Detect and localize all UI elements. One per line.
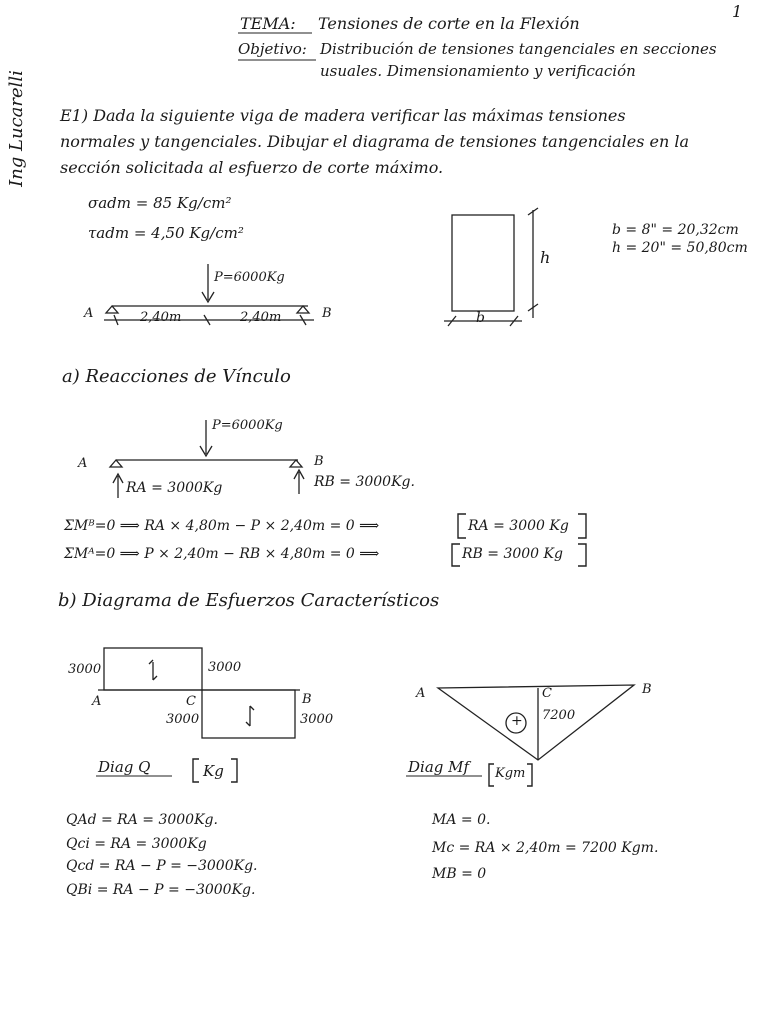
shear-value-mid-bottom: 3000 (166, 712, 200, 727)
beam-1-support-b: B (322, 306, 332, 321)
beam-1-span-right: 2,40m (240, 310, 282, 325)
moment-line-1: MA = 0. (432, 812, 491, 828)
shear-value-mid-top: 3000 (208, 660, 242, 675)
section-h-label: h (540, 248, 551, 267)
part-a-title: a) Reacciones de Vínculo (62, 366, 291, 387)
moment-point-a: A (416, 686, 426, 701)
equation-1: ΣMᴮ=0 ⟹ RA × 4,80m − P × 2,40m = 0 ⟹ (64, 518, 380, 534)
moment-max-value: 7200 (542, 708, 576, 723)
objetivo-line-2: usuales. Dimensionamiento y verificación (320, 62, 636, 80)
shear-point-c: C (186, 694, 196, 709)
moment-line-3: MB = 0 (432, 866, 487, 882)
moment-line-2: Mc = RA × 2,40m = 7200 Kgm. (432, 840, 659, 856)
section-b-label: b (476, 310, 485, 326)
reaction-b: RB = 3000Kg. (314, 474, 415, 490)
exercise-line-3: sección solicitada al esfuerzo de corte máximo. (60, 158, 444, 177)
equation-1-result: RA = 3000 Kg (468, 518, 569, 534)
equation-2-result: RB = 3000 Kg (462, 546, 563, 562)
shear-line-2: Qci = RA = 3000Kg (66, 836, 207, 852)
diag-q-label: Diag Q (98, 758, 151, 776)
diag-mf-unit: Kgm (495, 766, 526, 781)
beam-1-span-left: 2,40m (140, 310, 182, 325)
beam-1-load: P=6000Kg (214, 270, 285, 285)
shear-point-a: A (92, 694, 102, 709)
sigma-adm: σadm = 85 Kg/cm² (88, 194, 232, 212)
author-name: Ing Lucarelli (5, 70, 27, 187)
moment-diagram (438, 685, 634, 760)
beam-1-support-a: A (84, 306, 94, 321)
shear-value-left-top: 3000 (68, 662, 102, 677)
equation-2: ΣMᴬ=0 ⟹ P × 2,40m − RB × 4,80m = 0 ⟹ (64, 546, 380, 562)
exercise-line-1: E1) Dada la siguiente viga de madera verificar las máximas tensiones (60, 106, 626, 125)
diag-q-unit: Kg (203, 762, 224, 780)
shear-value-right-bottom: 3000 (300, 712, 334, 727)
beam-2-support-a: A (78, 456, 88, 471)
tema-label: TEMA: (240, 14, 296, 33)
diag-mf-label: Diag Mf (408, 758, 470, 776)
tema-text: Tensiones de corte en la Flexión (318, 14, 580, 33)
moment-positive-sign: + (511, 713, 523, 729)
tau-adm: τadm = 4,50 Kg/cm² (88, 224, 244, 242)
cross-section (444, 208, 538, 326)
part-b-title: b) Diagrama de Esfuerzos Característicos (58, 590, 440, 611)
shear-line-1: QAd = RA = 3000Kg. (66, 812, 218, 828)
beam-2-support-b: B (314, 454, 324, 469)
b-value: b = 8" = 20,32cm (612, 222, 739, 238)
shear-line-4: QBi = RA − P = −3000Kg. (66, 882, 256, 898)
objetivo-label: Objetivo: (238, 40, 307, 58)
moment-point-b: B (642, 682, 652, 697)
moment-point-c: C (542, 686, 552, 701)
page-number: 1 (732, 2, 743, 21)
exercise-line-2: normales y tangenciales. Dibujar el diagrama de tensiones tangenciales en la (60, 132, 690, 151)
shear-point-b: B (302, 692, 312, 707)
h-value: h = 20" = 50,80cm (612, 240, 748, 256)
beam-2-load: P=6000Kg (212, 418, 283, 433)
reaction-a: RA = 3000Kg (126, 480, 223, 496)
objetivo-line-1: Distribución de tensiones tangenciales en secciones (320, 40, 717, 58)
shear-line-3: Qcd = RA − P = −3000Kg. (66, 858, 258, 874)
